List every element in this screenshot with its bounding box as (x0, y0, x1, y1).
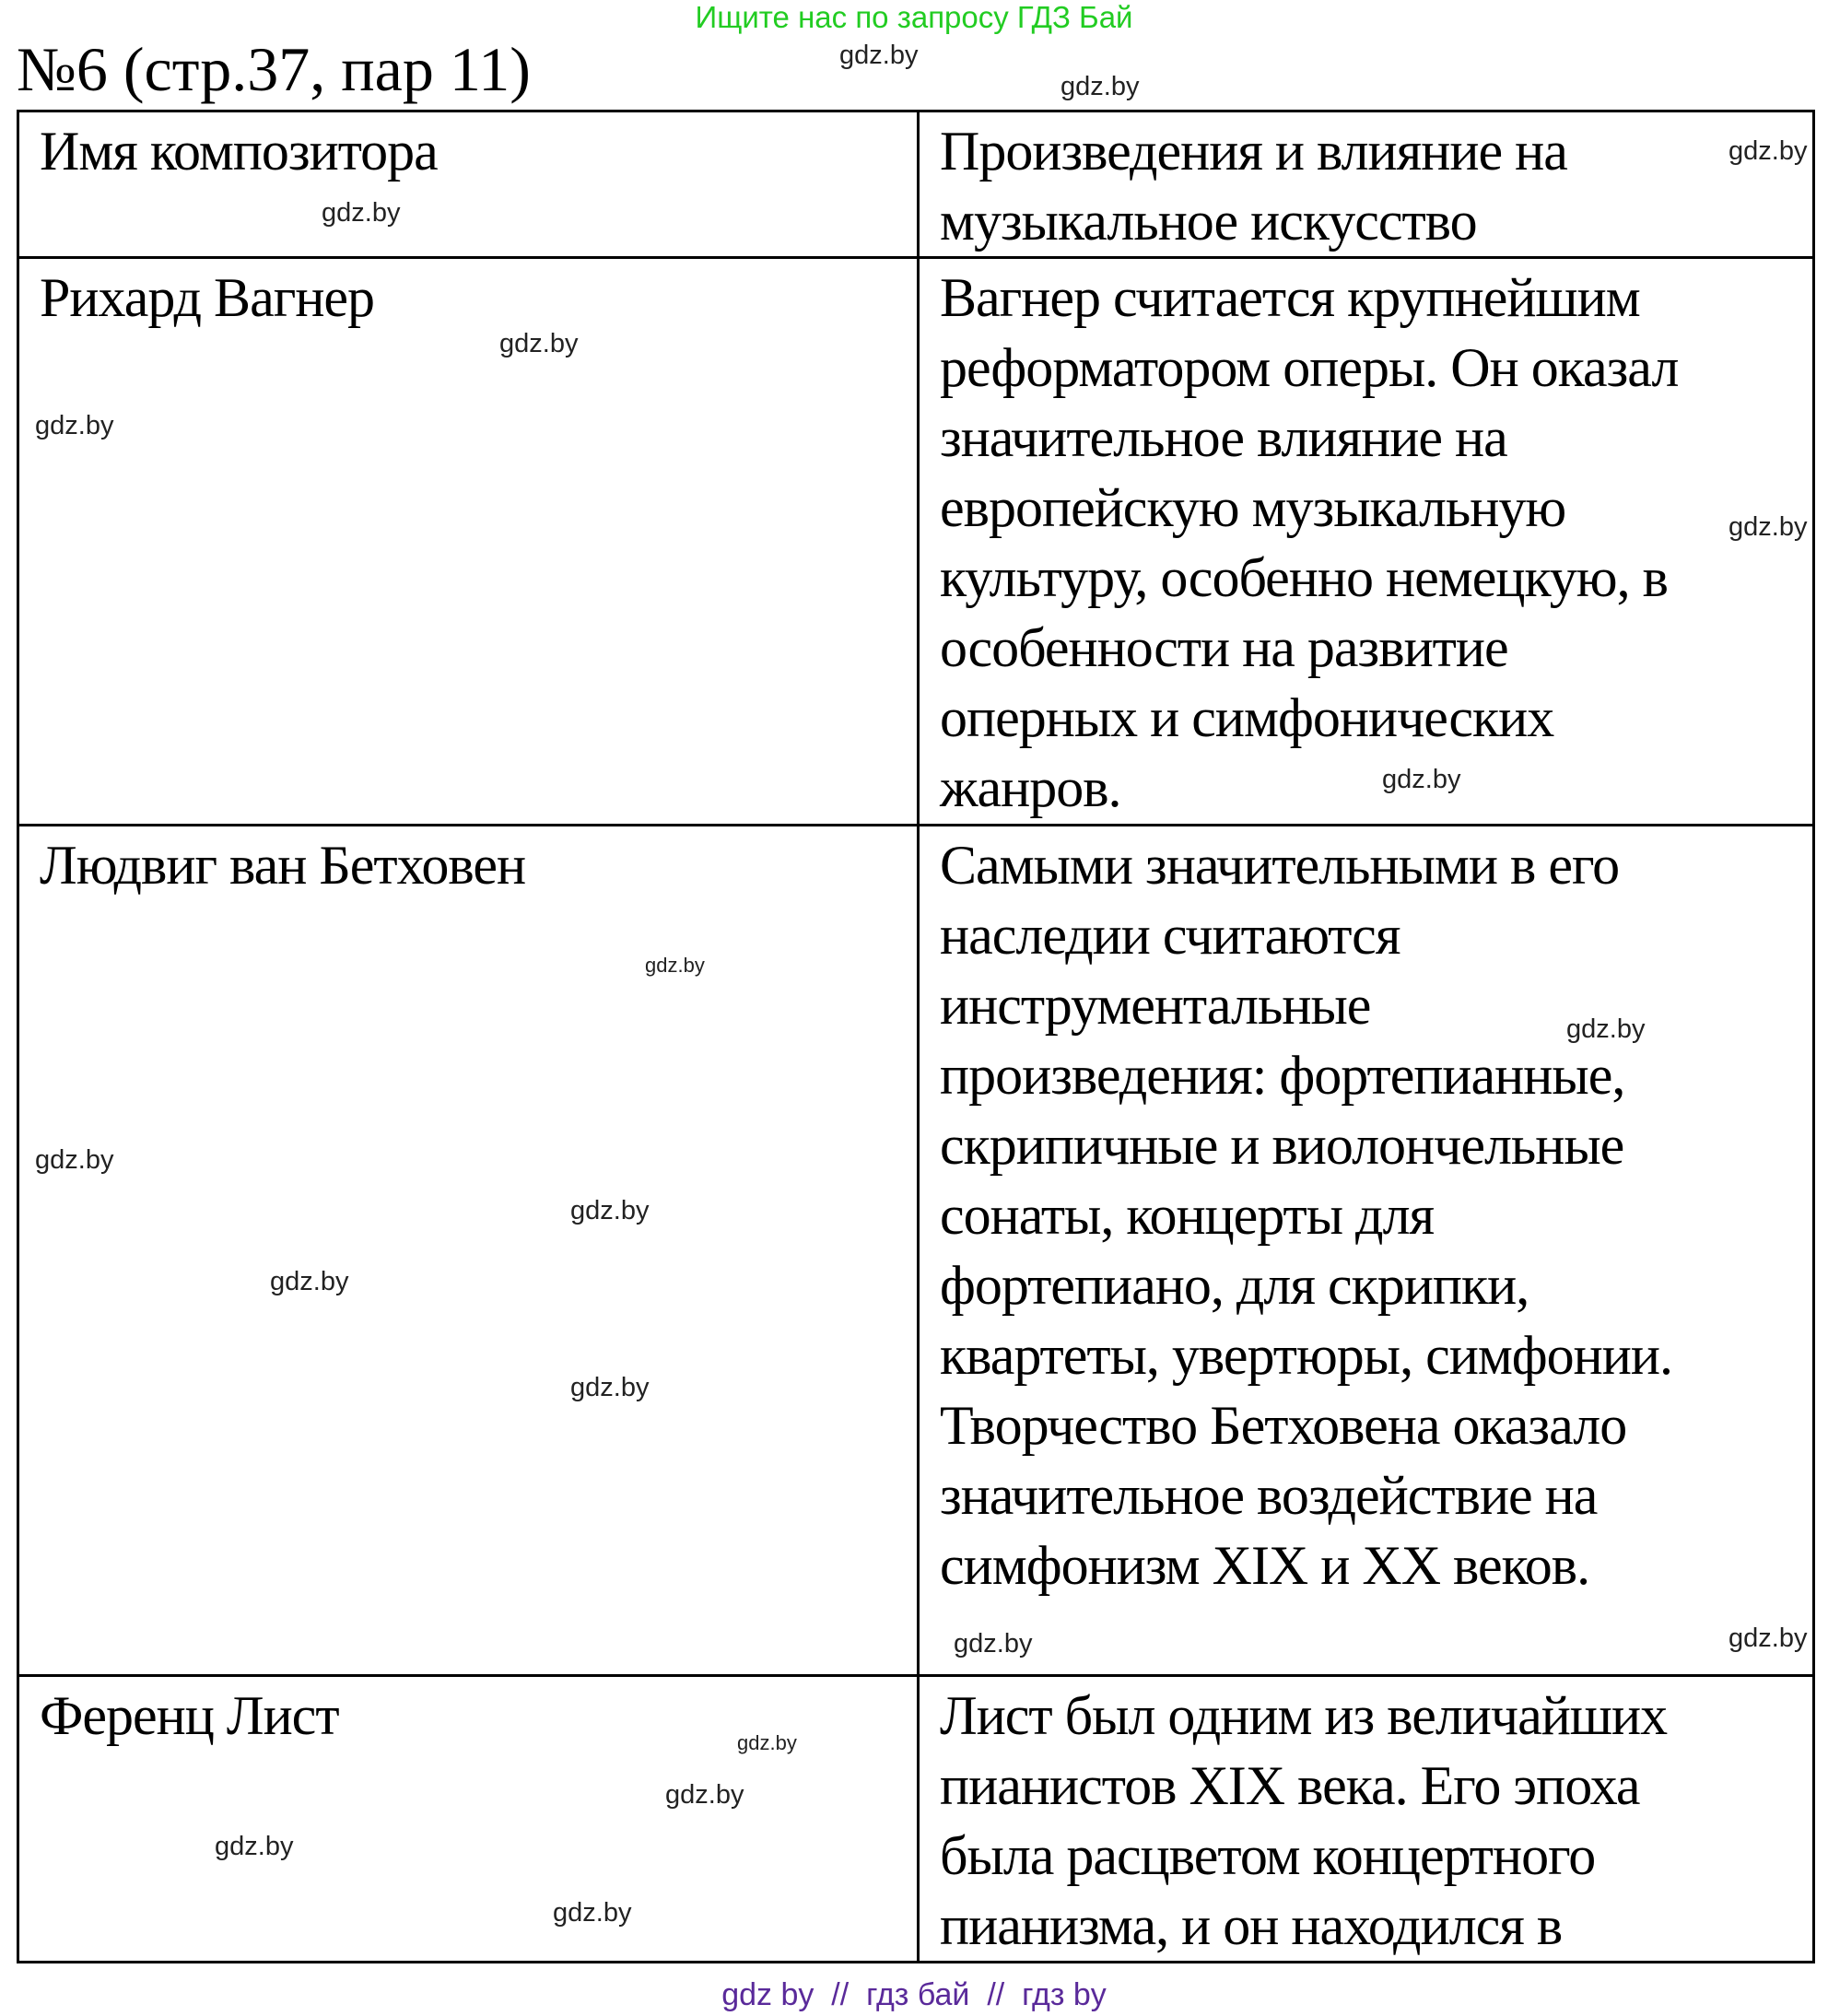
table-row (18, 826, 1814, 1676)
watermark: gdz.by (322, 198, 401, 228)
watermark: gdz.by (665, 1780, 744, 1810)
watermark: gdz.by (1728, 136, 1808, 166)
table-row (18, 1676, 1814, 1963)
page-title: №6 (стр.37, пар 11) (17, 34, 531, 104)
watermark: gdz.by (645, 954, 705, 977)
composer-name: Ференц Лист (18, 1676, 919, 1963)
header-works: Произведения и влияние на музыкальное искусство (919, 111, 1814, 258)
watermark: gdz.by (1728, 1623, 1808, 1653)
composer-name: Людвиг ван Бетховен (18, 826, 919, 1676)
watermark: gdz.by (1382, 765, 1461, 794)
watermark: gdz.by (570, 1196, 650, 1225)
watermark: gdz.by (570, 1373, 650, 1402)
composers-table (17, 110, 1815, 1963)
composer-description: Самыми значительными в его наследии считаются инструментальные произведения: фортепианные, скрипичные и виолончельные сонаты, концерты для фортепиано, для скрипки, квартеты, увертюры, симфонии. Творчество Бетховена оказало значительное воздействие на симфонизм XIX и XX веков. (919, 826, 1814, 1676)
watermark: gdz.by (270, 1267, 349, 1296)
footer-watermark: gdz by // гдз бай // гдз by (721, 1977, 1107, 2012)
composer-description: Лист был одним из величайших пианистов XIX века. Его эпоха была расцветом концертного пианизма, и он находился в (919, 1676, 1814, 1963)
composer-name: Рихард Вагнер (18, 258, 919, 826)
table-header-row (18, 111, 1814, 258)
watermark: gdz.by (1728, 512, 1808, 542)
search-hint-banner: Ищите нас по запросу ГДЗ Бай (695, 0, 1133, 34)
watermark: gdz.by (499, 329, 579, 358)
watermark: gdz.by (839, 41, 919, 70)
table-row (18, 258, 1814, 826)
watermark: gdz.by (1566, 1014, 1646, 1044)
header-composer: Имя композитора (18, 111, 919, 258)
watermark: gdz.by (954, 1629, 1033, 1659)
watermark: gdz.by (35, 411, 114, 440)
watermark: gdz.by (35, 1145, 114, 1175)
watermark: gdz.by (553, 1898, 632, 1928)
watermark: gdz.by (1060, 72, 1140, 101)
composer-description: Вагнер считается крупнейшим реформатором оперы. Он оказал значительное влияние на европейскую музыкальную культуру, особенно немецкую, в особенности на развитие оперных и симфонических жанров. (919, 258, 1814, 826)
watermark: gdz.by (737, 1731, 797, 1754)
watermark: gdz.by (215, 1832, 294, 1861)
